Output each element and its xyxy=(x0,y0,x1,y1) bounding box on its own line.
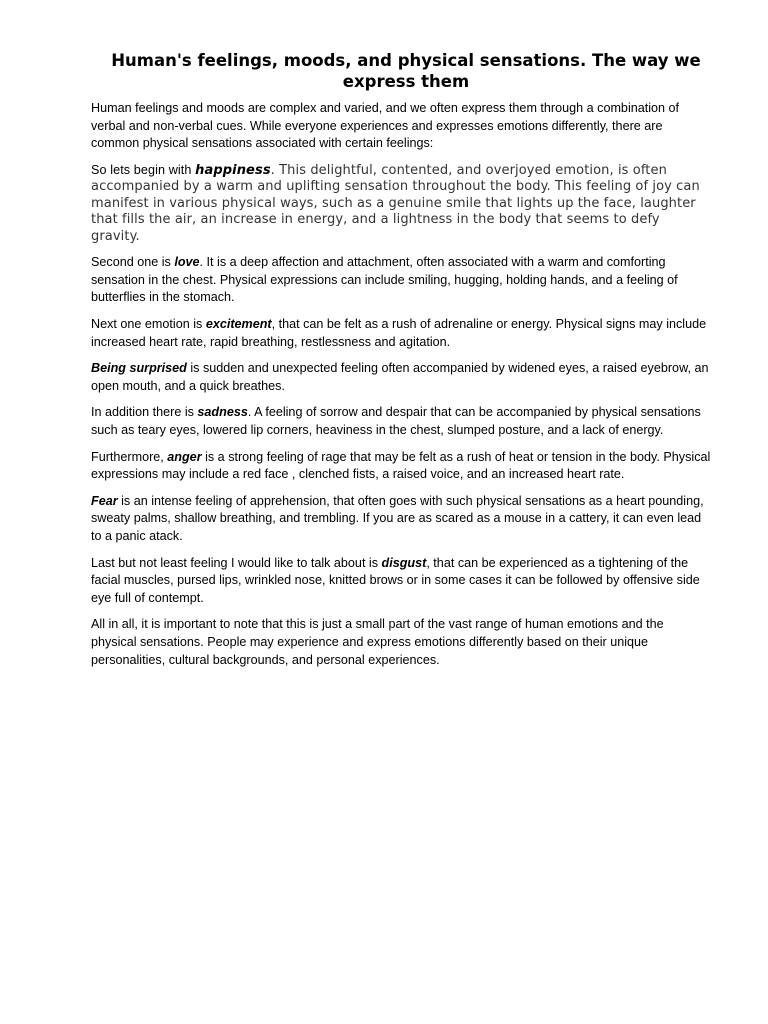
paragraph-sadness xyxy=(91,404,711,439)
keyword-love: love xyxy=(174,255,200,270)
paragraph-text: is an intense feeling of apprehension, that often goes with such physical sensations as a heart pounding, sweaty palms, shallow breathing, and trembling. If you are as scared as a mouse in a cattery, it can even lead to a panic atack. xyxy=(91,493,704,543)
paragraph-lead-text: So lets begin with xyxy=(91,162,196,177)
paragraph-text: . It is a deep affection and attachment, often associated with a warm and comforting sensation in the chest. Physical expressions can include smiling, hugging, holding hands, and a feeling of butterflies in the stomach. xyxy=(91,255,678,305)
paragraph-love xyxy=(91,254,711,307)
paragraph-disgust xyxy=(91,555,711,608)
paragraph-text: All in all, it is important to note that this is just a small part of the vast range of human emotions and the physical sensations. People may experience and express emotions differently based on their unique personalities, cultural backgrounds, and personal experiences. xyxy=(91,617,664,667)
paragraph-lead-text: Last but not least feeling I would like to talk about is xyxy=(91,555,382,570)
keyword-fear: Fear xyxy=(91,493,118,508)
keyword-happiness: happiness xyxy=(195,162,271,178)
paragraph-happiness xyxy=(91,162,711,246)
paragraph-lead-text: Next one emotion is xyxy=(91,317,206,332)
keyword-disgust: disgust xyxy=(381,555,427,570)
paragraph-anger xyxy=(91,449,711,484)
paragraph-intro xyxy=(91,100,711,153)
paragraph-text: is sudden and unexpected feeling often accompanied by widened eyes, a raised eyebrow, an open mouth, and a quick breathes. xyxy=(91,361,709,393)
paragraph-conclusion xyxy=(91,616,711,669)
paragraph-text: . A feeling of sorrow and despair that can be accompanied by physical sensations such as teary eyes, lowered lip corners, heaviness in the chest, slumped posture, and a lack of energy. xyxy=(91,405,701,438)
document-title: Human's feelings, moods, and physical sensations. The way we express them xyxy=(111,51,701,91)
paragraph-lead-text: In addition there is xyxy=(91,405,198,420)
paragraph-text: Human feelings and moods are complex and varied, and we often express them through a combination of verbal and non-verbal cues. While everyone experiences and expresses emotions differently, there are common physical sensations associated with certain feelings: xyxy=(91,101,680,151)
paragraph-text: . This delightful, contented, and overjoyed emotion, is often accompanied by a warm and uplifting sensation throughout the body. This feeling of joy can manifest in various physical ways, such as a genuine smile that lights up the face, laughter that fills the air, an increase in energy, and a lightness in the body that seems to defy gravity. xyxy=(91,162,700,244)
paragraph-lead-text: Furthermore, xyxy=(91,449,168,464)
keyword-excitement: excitement xyxy=(205,317,272,332)
paragraph-fear xyxy=(91,493,711,546)
paragraph-text: is a strong feeling of rage that may be felt as a rush of heat or tension in the body. Physical expressions may include a red face , clenched fists, a raised voice, and an increased heart rate. xyxy=(91,449,711,482)
paragraph-lead-text: Second one is xyxy=(91,255,175,270)
paragraph-text: , that can be felt as a rush of adrenaline or energy. Physical signs may include increased heart rate, rapid breathing, restlessness and agitation. xyxy=(91,317,707,349)
paragraph-excitement xyxy=(91,316,711,351)
keyword-being-surprised: Being surprised xyxy=(91,361,187,376)
paragraph-text: , that can be experienced as a tightening of the facial muscles, pursed lips, wrinkled nose, knitted brows or in some cases it can be followed by offensive side eye full of contempt. xyxy=(91,555,700,605)
document-page xyxy=(91,50,711,678)
paragraph-surprise xyxy=(91,360,711,395)
keyword-anger: anger xyxy=(167,449,202,464)
keyword-sadness: sadness xyxy=(197,405,248,420)
